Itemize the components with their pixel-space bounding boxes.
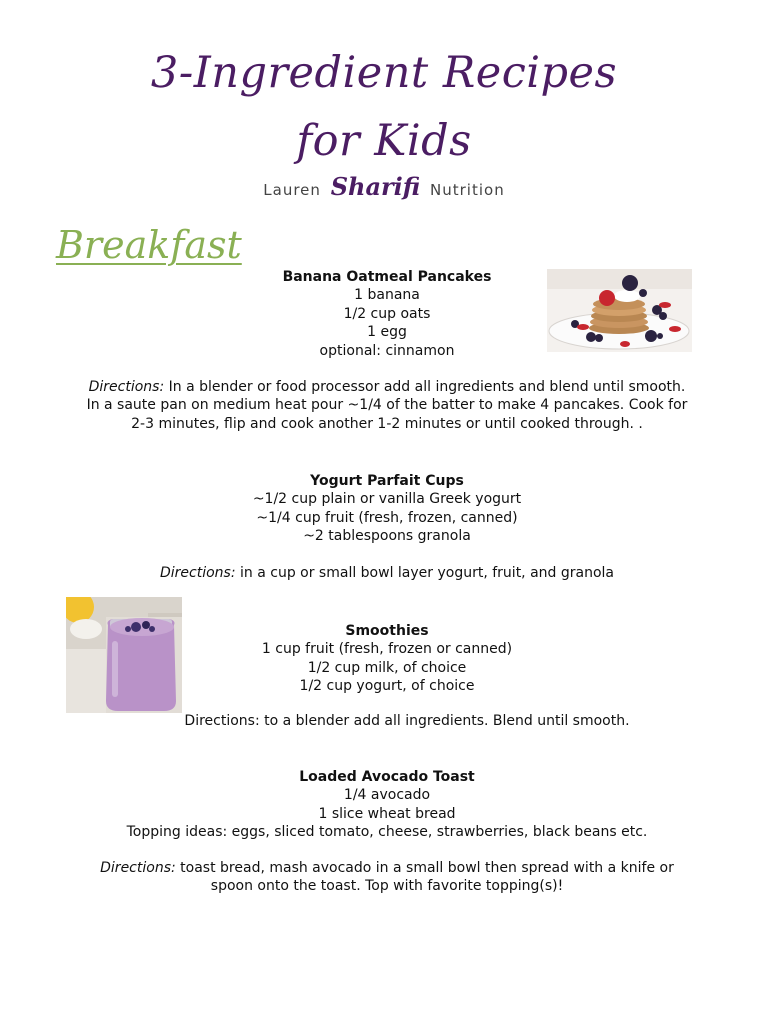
- ingredient: ~1/4 cup fruit (fresh, frozen, canned): [256, 509, 518, 526]
- directions-text: toast bread, mash avocado in a small bowl then spread with a knife or spoon onto the toast. Top with favorite topping(s)!: [175, 860, 674, 895]
- byline-last: Nutrition: [430, 181, 505, 199]
- ingredient: 1 cup fruit (fresh, frozen or canned): [261, 641, 513, 658]
- recipe-directions: [100, 712, 714, 730]
- recipe-title: Yogurt Parfait Cups: [310, 473, 464, 489]
- recipe-smoothies: [80, 622, 694, 696]
- ingredient: 1 slice wheat bread: [318, 805, 456, 822]
- brand-byline: [0, 172, 768, 201]
- directions-label: Directions:: [159, 565, 236, 581]
- title-line-2: for Kids: [296, 116, 472, 166]
- recipe-title: Loaded Avocado Toast: [299, 769, 475, 785]
- recipe-directions: [80, 564, 694, 582]
- ingredient: 1 egg: [367, 324, 407, 341]
- ingredient: optional: cinnamon: [319, 342, 455, 359]
- recipe-directions: [80, 859, 694, 896]
- title-line-1: 3-Ingredient Recipes: [150, 48, 618, 98]
- directions-text: in a cup or small bowl layer yogurt, fruit, and granola: [235, 565, 614, 581]
- directions-text: In a blender or food processor add all ingredients and blend until smooth. In a saute pan on medium heat pour ~1/4 of the batter to make 4 pancakes. Cook for 2-3 minutes, flip and cook another 1-2 minutes or until cooked through. .: [86, 379, 688, 432]
- recipe-title: Banana Oatmeal Pancakes: [282, 269, 492, 285]
- directions-text: Directions: to a blender add all ingredients. Blend until smooth.: [184, 713, 630, 729]
- byline-first: Lauren: [263, 181, 321, 199]
- recipe-directions: [80, 378, 694, 433]
- ingredient: ~1/2 cup plain or vanilla Greek yogurt: [252, 491, 522, 508]
- ingredient: 1/2 cup oats: [343, 305, 431, 322]
- directions-label: Directions:: [100, 860, 176, 876]
- ingredient: Topping ideas: eggs, sliced tomato, cheese, strawberries, black beans etc.: [126, 824, 648, 841]
- recipe-title: Smoothies: [345, 623, 429, 639]
- ingredient: 1/4 avocado: [343, 787, 431, 804]
- recipe-loaded-avocado-toast: [80, 768, 694, 842]
- section-heading: Breakfast: [56, 223, 242, 267]
- ingredient: 1/2 cup milk, of choice: [307, 659, 467, 676]
- byline-script: Sharifi: [330, 172, 421, 201]
- ingredient: 1/2 cup yogurt, of choice: [299, 678, 475, 695]
- ingredient: 1 banana: [354, 287, 420, 304]
- recipe-yogurt-parfait-cups: [80, 472, 694, 546]
- directions-label: Directions:: [88, 379, 165, 395]
- recipe-banana-oatmeal-pancakes: [80, 268, 694, 360]
- ingredient: ~2 tablespoons granola: [303, 528, 471, 545]
